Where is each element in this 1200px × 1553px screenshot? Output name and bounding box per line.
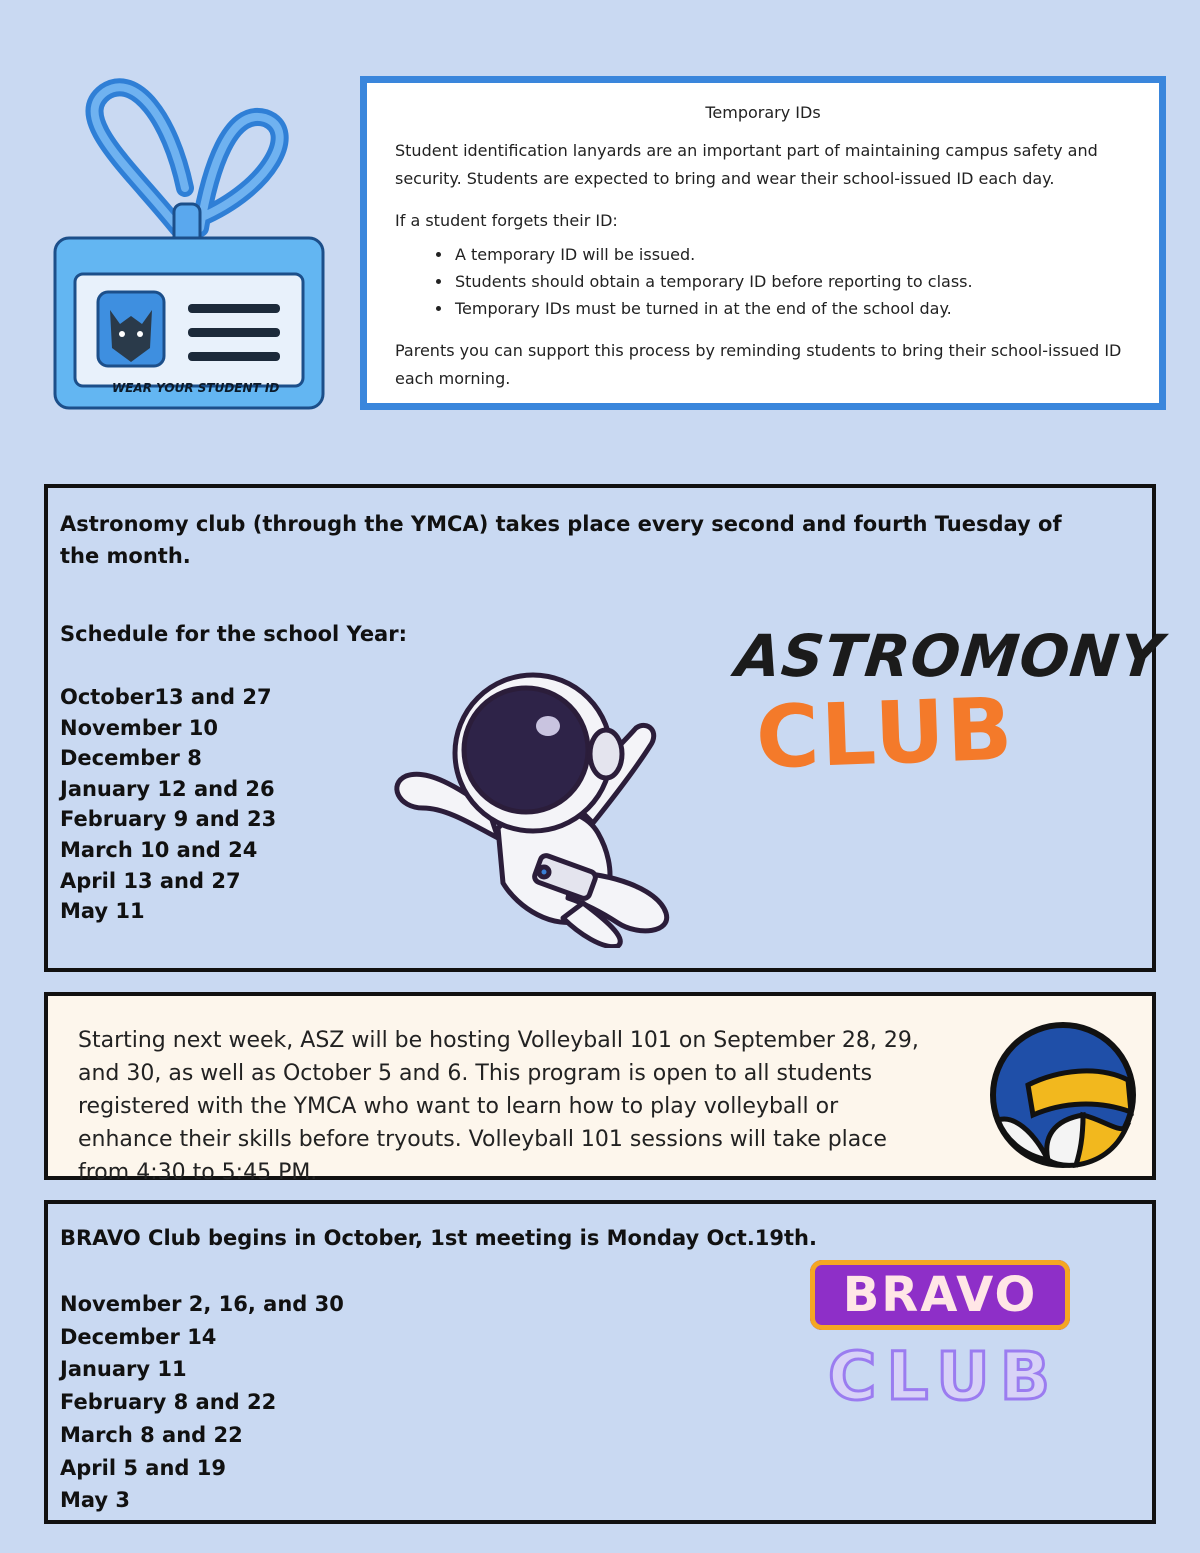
bravo-dates-list bbox=[60, 1288, 344, 1517]
forget-id-line: If a student forgets their ID: bbox=[395, 211, 618, 230]
temporary-ids-bullets bbox=[395, 241, 973, 322]
list-item: May 11 bbox=[60, 899, 145, 924]
bravo-logo bbox=[810, 1260, 1070, 1330]
list-item: • Temporary IDs must be turned in at the end of the school day. bbox=[453, 295, 973, 322]
astronomy-intro: Astronomy club (through the YMCA) takes place every second and fourth Tuesday of the month. bbox=[60, 512, 1062, 568]
list-item: February 9 and 23 bbox=[60, 807, 277, 832]
astronomy-schedule-heading: Schedule for the school Year: bbox=[60, 622, 407, 646]
temporary-ids-notice bbox=[360, 76, 1166, 410]
list-item: October13 and 27 bbox=[60, 685, 272, 709]
lanyard-icon bbox=[95, 87, 280, 254]
list-item: November 10 bbox=[60, 715, 218, 740]
volleyball-icon bbox=[988, 1020, 1138, 1170]
parents-note: Parents you can support this process by reminding students to bring their school-issued ID each morning. bbox=[395, 341, 1122, 388]
astronomy-club-section bbox=[44, 484, 1167, 972]
list-item: January 11 bbox=[60, 1357, 187, 1382]
list-item: May 3 bbox=[60, 1488, 131, 1513]
badge-caption: WEAR YOUR STUDENT ID bbox=[112, 381, 280, 395]
list-item: April 13 and 27 bbox=[60, 868, 241, 893]
list-item: March 10 and 24 bbox=[60, 837, 258, 862]
list-item: • A temporary ID will be issued. bbox=[453, 241, 973, 268]
temporary-ids-title: Temporary IDs bbox=[705, 103, 821, 122]
list-item: December 14 bbox=[60, 1324, 217, 1349]
volleyball-announcement: Starting next week, ASZ will be hosting Volleyball 101 on September 28, 29, and 30, as well as October 5 and 6. This program is open to all students registered with the YMCA who want to learn how to play volleyball or enhance their skills before tryouts. Volleyball 101 sessions will take place from 4:30 to 5:45 PM. bbox=[78, 1028, 919, 1185]
astronomy-logo-title: ASTROMONY bbox=[732, 622, 1167, 690]
list-item: April 5 and 19 bbox=[60, 1455, 226, 1480]
astronaut-icon bbox=[368, 658, 698, 948]
bravo-logo-word: BRAVO bbox=[842, 1267, 1038, 1323]
bravo-club-section bbox=[44, 1200, 1156, 1524]
list-item: February 8 and 22 bbox=[60, 1390, 277, 1415]
list-item: December 8 bbox=[60, 746, 202, 771]
temporary-ids-intro: Student identification lanyards are an important part of maintaining campus safety and security. Students are expected to bring and wear their school-issued ID each day. bbox=[395, 141, 1098, 188]
volleyball-101-section bbox=[44, 992, 1156, 1185]
list-item: March 8 and 22 bbox=[60, 1422, 243, 1447]
list-item: November 2, 16, and 30 bbox=[60, 1292, 344, 1316]
astronomy-logo-club: CLUB bbox=[754, 679, 1016, 789]
astronomy-dates-list bbox=[60, 682, 276, 927]
list-item: January 12 and 26 bbox=[60, 776, 275, 801]
bravo-intro: BRAVO Club begins in October, 1st meeting is Monday Oct.19th. bbox=[60, 1226, 817, 1250]
student-id-badge-illustration bbox=[50, 78, 330, 413]
bravo-logo-club: CLUB bbox=[828, 1338, 1061, 1415]
list-item: • Students should obtain a temporary ID before reporting to class. bbox=[453, 268, 973, 295]
